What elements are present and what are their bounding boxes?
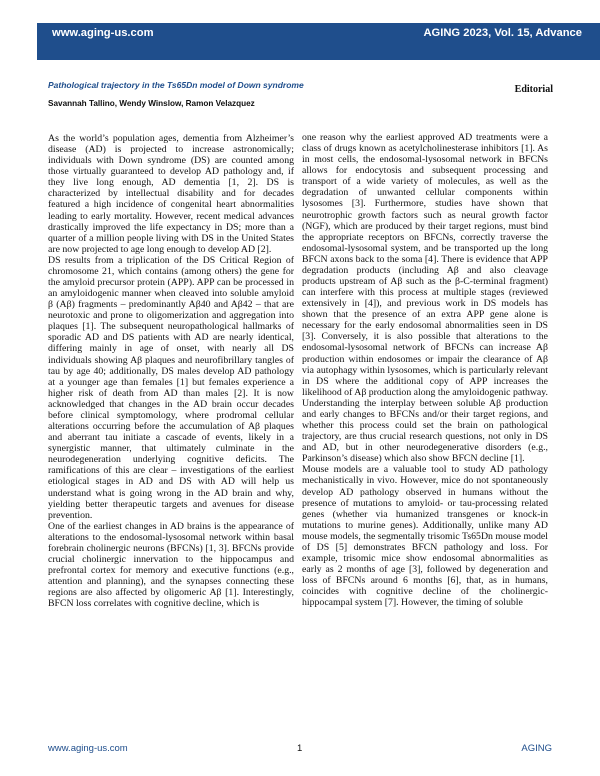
footer-journal-tag: AGING xyxy=(521,743,552,754)
left-column xyxy=(48,133,294,609)
paragraph: As the world’s population ages, dementia from Alzheimer’s disease (AD) is projected to increase astronomically; individuals with Down syndrome (DS) are counted among those virtually guaranteed to develop AD pathology and, if they live long enough, AD dementia [1, 2]. DS is characterized by intellectual disability and for decades featured a high incidence of congenital heart abnormalities leading to early mortality. However, recent medical advances drastically improved the life expectancy in DS; more than a quarter of a million people living with DS in the United States are now projected to age long enough to develop AD [2]. xyxy=(48,133,294,255)
footer-site-link[interactable]: www.aging-us.com xyxy=(48,743,128,754)
page-number: 1 xyxy=(297,743,303,754)
paragraph: Mouse models are a valuable tool to study AD pathology mechanistically in vivo. However, mice do not spontaneously develop AD pathology observed in humans without the presence of mutations to amyloid- or tau-processing related genes (whether via humanized transgenes or knock-in mutations to murine genes). Additionally, unlike many AD mouse models, the segmentally trisomic Ts65Dn mouse model of DS [5] demonstrates BFCN pathology and loss. For example, trisomic mice show endosomal abnormalities as early as 2 months of age [3], followed by degeneration and loss of BFCNs around 6 months [6], that, as in humans, coincides with cognitive decline of the cholinergic-hippocampal system [7]. However, the timing of soluble xyxy=(302,464,548,609)
paragraph: one reason why the earliest approved AD treatments were a class of drugs known as acetylcholinesterase inhibitors [1]. As in most cells, the endosomal-lysosomal network in BFCNs allows for endocytosis and subsequent processing and transport of a wide variety of molecules, as well as the degradation of unwanted cellular components within lysosomes [3]. Furthermore, studies have shown that neurotrophic growth factors such as neural growth factor (NGF), which are produced by their target regions, must bind the appropriate receptors on BFCNs, correctly traverse the endosomal-lysosomal system, and be transported up the long BFCN axons back to the soma [4]. There is evidence that APP degradation products (including Aβ and also cleavage products upstream of Aβ such as the β-C-terminal fragment) can interfere with this process at multiple stages (reviewed extensively in [4]), and previous work in DS models has shown that the presence of an extra APP gene alone is necessary for the early endosomal abnormalities seen in DS [3]. Conversely, it is also possible that alterations to the endosomal-lysosomal network of BFCNs can increase Aβ production within endosomes or impair the clearance of Aβ via autophagy within lysosomes, which is particularly relevant in DS where the additional copy of APP increases the likelihood of Aβ production along the amyloidogenic pathway. Understanding the interplay between soluble Aβ production and early changes to BFCNs and/or their target regions, and whether this process could set the brain on pathological trajectory, are thus crucial research questions, not only in DS and AD, but in other neurodegenerative disorders (e.g., Parkinson’s disease) which also show BFCN decline [1]. xyxy=(302,132,548,465)
article-title: Pathological trajectory in the Ts65Dn model of Down syndrome xyxy=(48,80,304,90)
paragraph: One of the earliest changes in AD brains is the appearance of alterations to the endosomal-lysosomal network within basal forebrain cholinergic neurons (BFCNs) [1, 3]. BFCNs provide crucial cholinergic innervation to the hippocampus and prefrontal cortex for memory and executive functions (e.g., attention and planning), and the synapses connecting these regions are also affected by oligomeric Aβ [1]. Interestingly, BFCN loss correlates with cognitive decline, which is xyxy=(48,520,294,610)
section-label: Editorial xyxy=(514,84,553,95)
journal-banner xyxy=(37,23,600,60)
journal-site-link[interactable]: www.aging-us.com xyxy=(52,27,154,39)
journal-issue: AGING 2023, Vol. 15, Advance xyxy=(423,27,582,39)
right-column xyxy=(302,132,548,608)
paragraph: DS results from a triplication of the DS Critical Region of chromosome 21, which contains (among others) the gene for the amyloid precursor protein (APP). APP can be processed in an amyloidogenic manner when cleaved into soluble amyloid β (Aβ) fragments – predominantly Aβ40 and Aβ42 – that are neurotoxic and prone to oligomerization and aggregation into plaques [1]. The subsequent neuropathological hallmarks of sporadic AD and DS patients with AD are nearly identical, differing mainly in age of onset, with nearly all DS individuals showing Aβ plaques and neurofibrillary tangles of tau by age 40; additionally, DS males develop AD pathology at a younger age than females [1] but females experience a higher risk of death from AD than males [2]. It is now acknowledged that changes in the AD brain occur decades before clinical symptomology, where prodromal cellular alterations occurring before the accumulation of Aβ plaques and aberrant tau initiate a cascade of events, likely in a synergistic manner, that ultimately culminate in the neurodegeneration underlying cognitive deficits. The ramifications of this are clear – investigations of the earliest etiological stages in AD and DS with AD will help us understand what is going wrong in the AD brain and why, yielding better therapeutic targets and avenues for disease prevention. xyxy=(48,254,294,521)
author-list: Savannah Tallino, Wendy Winslow, Ramon Velazquez xyxy=(48,99,255,108)
